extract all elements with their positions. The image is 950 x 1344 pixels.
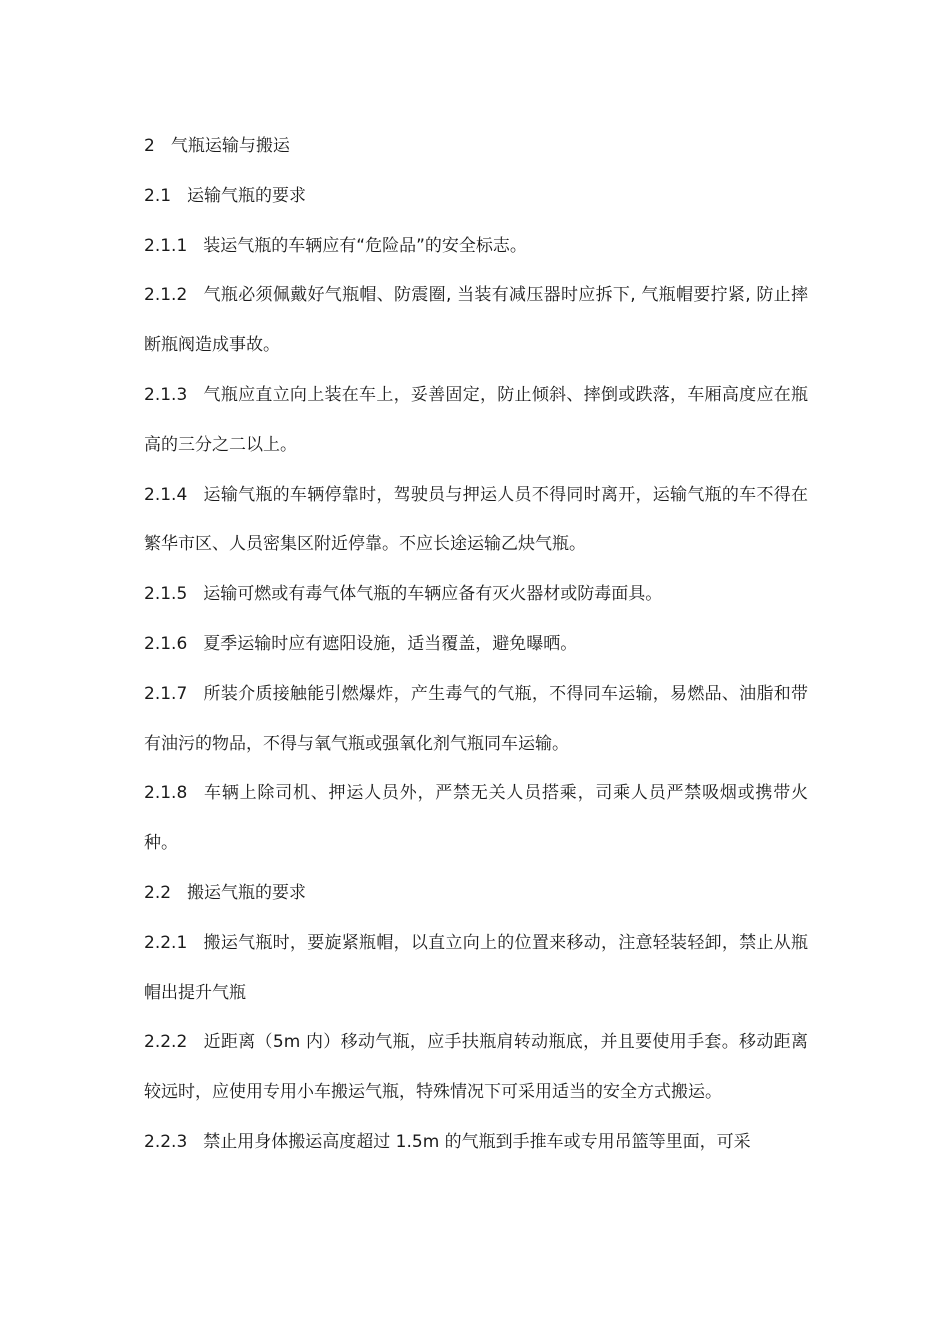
clause-number: 2.1.2	[144, 285, 188, 306]
clause-paragraph	[144, 620, 808, 670]
clause-number: 2.2.3	[144, 1131, 188, 1152]
subsection-heading	[144, 172, 808, 222]
clause-text: 气瓶应直立向上装在车上，妥善固定，防止倾斜、摔倒或跌落，车厢高度应在瓶高的三分之二以上。	[144, 384, 808, 455]
clause-paragraph	[144, 769, 808, 869]
clause-paragraph	[144, 371, 808, 471]
clause-number: 2.1.6	[144, 633, 188, 654]
clause-text: 运输可燃或有毒气体气瓶的车辆应备有灭火器材或防毒面具。	[203, 584, 663, 605]
clause-text: 车辆上除司机、押运人员外，严禁无关人员搭乘，司乘人员严禁吸烟或携带火种。	[144, 783, 808, 854]
subsection-number: 2.2	[144, 882, 172, 903]
document-body	[144, 122, 808, 1168]
clause-text: 装运气瓶的车辆应有“危险品”的安全标志。	[203, 235, 527, 256]
clause-number: 2.1.1	[144, 235, 188, 256]
clause-text: 近距离（5m 内）移动气瓶，应手扶瓶肩转动瓶底，并且要使用手套。移动距离较远时，应使用专用小车搬运气瓶，特殊情况下可采用适当的安全方式搬运。	[144, 1032, 808, 1103]
clause-number: 2.2.2	[144, 1032, 188, 1053]
clause-paragraph	[144, 1018, 808, 1118]
clause-paragraph	[144, 670, 808, 770]
subsection-heading	[144, 869, 808, 919]
clause-text: 所装介质接触能引燃爆炸，产生毒气的气瓶，不得同车运输，易燃品、油脂和带有油污的物品，不得与氧气瓶或强氧化剂气瓶同车运输。	[144, 683, 808, 754]
section-heading	[144, 122, 808, 172]
clause-text: 气瓶必须佩戴好气瓶帽、防震圈, 当装有减压器时应拆下, 气瓶帽要拧紧, 防止摔断瓶阀造成事故。	[144, 285, 808, 356]
section-number: 2	[144, 136, 155, 156]
clause-number: 2.1.8	[144, 783, 188, 804]
clause-number: 2.1.7	[144, 683, 188, 704]
clause-paragraph	[144, 919, 808, 1019]
clause-paragraph	[144, 471, 808, 571]
clause-number: 2.1.5	[144, 584, 188, 605]
clause-text: 禁止用身体搬运高度超过 1.5m 的气瓶到手推车或专用吊篮等里面，可采	[203, 1131, 751, 1152]
subsection-number: 2.1	[144, 185, 172, 206]
clause-text: 运输气瓶的车辆停靠时，驾驶员与押运人员不得同时离开，运输气瓶的车不得在繁华市区、人员密集区附近停靠。不应长途运输乙炔气瓶。	[144, 484, 808, 555]
clause-paragraph	[144, 1118, 808, 1168]
clause-number: 2.1.3	[144, 384, 188, 405]
clause-paragraph	[144, 222, 808, 272]
subsection-title: 搬运气瓶的要求	[187, 882, 307, 903]
clause-text: 夏季运输时应有遮阳设施，适当覆盖，避免曝晒。	[203, 633, 578, 654]
clause-number: 2.2.1	[144, 932, 188, 953]
clause-paragraph	[144, 570, 808, 620]
clause-number: 2.1.4	[144, 484, 188, 505]
subsection-title: 运输气瓶的要求	[187, 185, 307, 206]
clause-text: 搬运气瓶时，要旋紧瓶帽，以直立向上的位置来移动，注意轻装轻卸，禁止从瓶帽出提升气瓶	[144, 932, 808, 1003]
clause-paragraph	[144, 271, 808, 371]
section-title: 气瓶运输与搬运	[170, 136, 290, 156]
